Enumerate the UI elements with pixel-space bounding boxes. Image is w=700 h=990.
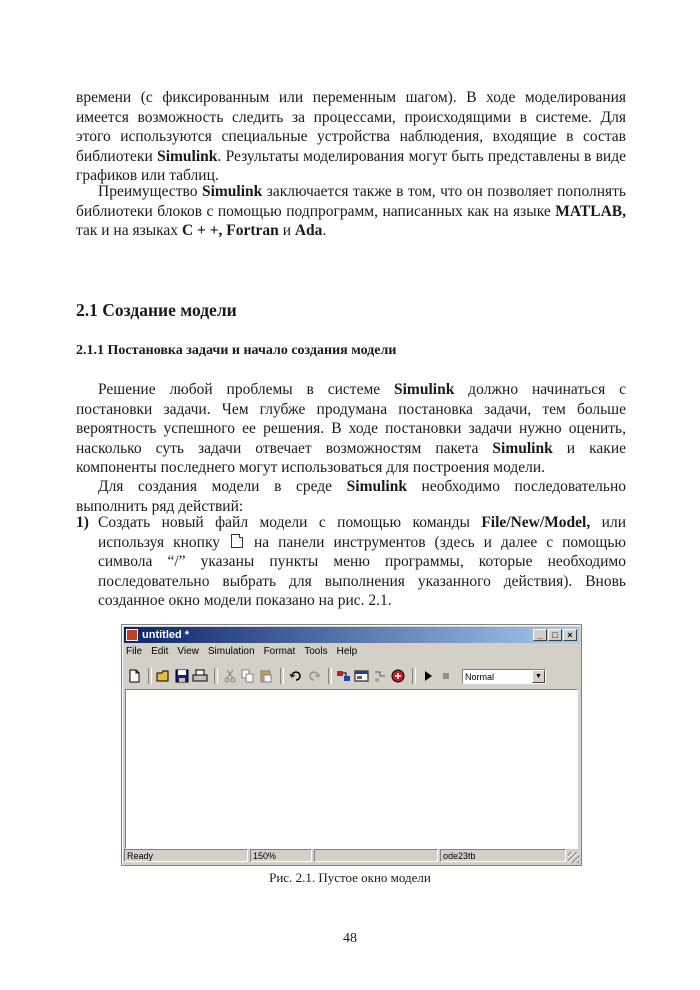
menu-simulation[interactable]: Simulation xyxy=(207,646,255,657)
simulink-window xyxy=(121,624,582,866)
toolbar-separator xyxy=(148,668,152,684)
chevron-down-icon[interactable]: ▼ xyxy=(532,670,545,683)
menu-bar xyxy=(126,646,357,661)
text: необходимо последовательно выполнить ряд действий: xyxy=(76,478,627,515)
save-icon[interactable] xyxy=(174,668,190,684)
bold-term: C + +, Fortran xyxy=(181,222,279,239)
redo-icon[interactable] xyxy=(306,668,322,684)
model-canvas[interactable] xyxy=(125,689,578,849)
text: Создать новый файл модели с помощью команды xyxy=(98,514,482,531)
bold-term: Simulink xyxy=(201,183,263,200)
toolbar-separator xyxy=(214,668,218,684)
library-browser-icon[interactable] xyxy=(336,668,352,684)
text: Решение любой проблемы в системе xyxy=(98,381,394,398)
open-folder-icon[interactable] xyxy=(156,668,172,684)
toolbar-separator xyxy=(280,668,284,684)
list-number: 1) xyxy=(76,514,89,531)
window-controls xyxy=(533,629,577,641)
bold-term: Ada xyxy=(294,222,323,239)
menu-view[interactable]: View xyxy=(177,646,199,657)
text: Для создания модели в среде xyxy=(98,478,347,495)
status-zoom: 150% xyxy=(250,849,312,862)
text: . Результаты моделирования могут быть представлены в виде графиков или таблиц. xyxy=(76,147,626,184)
debug-icon[interactable] xyxy=(390,668,406,684)
text: Преимущество xyxy=(98,183,202,200)
list-item-1 xyxy=(76,513,626,611)
maximize-button[interactable]: □ xyxy=(548,629,562,641)
text: должно начинаться с постановки задачи. Чем глубже продумана постановка задачи, тем больше вероятность успешного ее решения. В ходе постановки задачи нужно оценить, насколько суть задачи отвечает возможностям пакета xyxy=(76,381,626,457)
close-button[interactable]: × xyxy=(563,629,577,641)
toolbar xyxy=(126,665,577,687)
bold-term: Simulink xyxy=(394,381,455,398)
status-empty-field xyxy=(314,849,438,862)
toggle-browser-icon[interactable] xyxy=(372,668,388,684)
text: или используя кнопку xyxy=(98,514,627,551)
paste-icon[interactable] xyxy=(258,668,274,684)
bold-term: MATLAB, xyxy=(555,202,626,220)
paragraph-3 xyxy=(76,380,626,478)
copy-icon[interactable] xyxy=(240,668,256,684)
list-text xyxy=(98,513,626,611)
menu-help[interactable]: Help xyxy=(336,646,358,657)
text: на панели инструментов (здесь и далее с помощью символа “/” указаны пункты меню программы, которые необходимо последовательно выбрать для выполнения указанного действия). Вновь созданное окно модели показано на рис. 2.1. xyxy=(98,533,626,609)
menu-tools[interactable]: Tools xyxy=(304,646,328,657)
menu-file[interactable]: File xyxy=(126,646,143,657)
status-bar xyxy=(124,849,579,863)
start-simulation-icon[interactable] xyxy=(420,668,436,684)
window-title: untitled * xyxy=(142,629,190,641)
new-model-icon xyxy=(231,534,243,548)
stop-simulation-icon[interactable] xyxy=(438,668,454,684)
print-icon[interactable] xyxy=(192,668,208,684)
text: . xyxy=(322,222,327,239)
figure-caption: Рис. 2.1. Пустое окно модели xyxy=(269,870,431,885)
text: заключается также в том, что он позволяет пополнять библиотеки блоков с помощью подпрограмм, написанных как на языке xyxy=(76,183,626,220)
menu-format[interactable]: Format xyxy=(263,646,296,657)
text: и какие компоненты последнего могут использоваться для построения модели. xyxy=(76,439,626,476)
new-model-icon[interactable] xyxy=(126,668,142,684)
simulation-mode-select[interactable] xyxy=(462,669,546,684)
menu-edit[interactable]: Edit xyxy=(151,646,169,657)
simulation-mode-value: Normal xyxy=(465,671,495,682)
status-ready: Ready xyxy=(124,849,248,862)
text: времени (с фиксированным или переменным шагом). В ходе моделирования имеется возможность следить за процессами, происходящими в системе. Для этого используются специальные устройства наблюдения, входящие в состав библиотеки xyxy=(76,89,626,165)
paragraph-4 xyxy=(76,477,626,516)
undo-icon[interactable] xyxy=(288,668,304,684)
minimize-button[interactable]: _ xyxy=(533,629,547,641)
toolbar-separator xyxy=(412,668,416,684)
bold-term: File/New/Model, xyxy=(481,514,591,531)
subsection-heading: 2.1.1 Постановка задачи и начало создания модели xyxy=(76,343,397,358)
paragraph-1 xyxy=(76,88,626,186)
status-solver: ode23tb xyxy=(440,849,566,862)
simulink-app-icon xyxy=(126,629,138,641)
paragraph-2 xyxy=(76,182,626,241)
cut-icon[interactable] xyxy=(222,668,238,684)
bold-term: Simulink xyxy=(157,147,218,165)
model-browser-icon[interactable] xyxy=(354,668,370,684)
title-bar xyxy=(124,627,579,643)
bold-term: Simulink xyxy=(346,478,407,495)
toolbar-separator xyxy=(328,668,332,684)
bold-term: Simulink xyxy=(492,439,553,457)
resize-grip-icon[interactable] xyxy=(568,852,579,863)
text: так и на языках xyxy=(76,222,182,239)
section-heading: 2.1 Создание модели xyxy=(76,300,237,320)
page-number: 48 xyxy=(343,931,357,946)
text: и xyxy=(278,222,295,239)
